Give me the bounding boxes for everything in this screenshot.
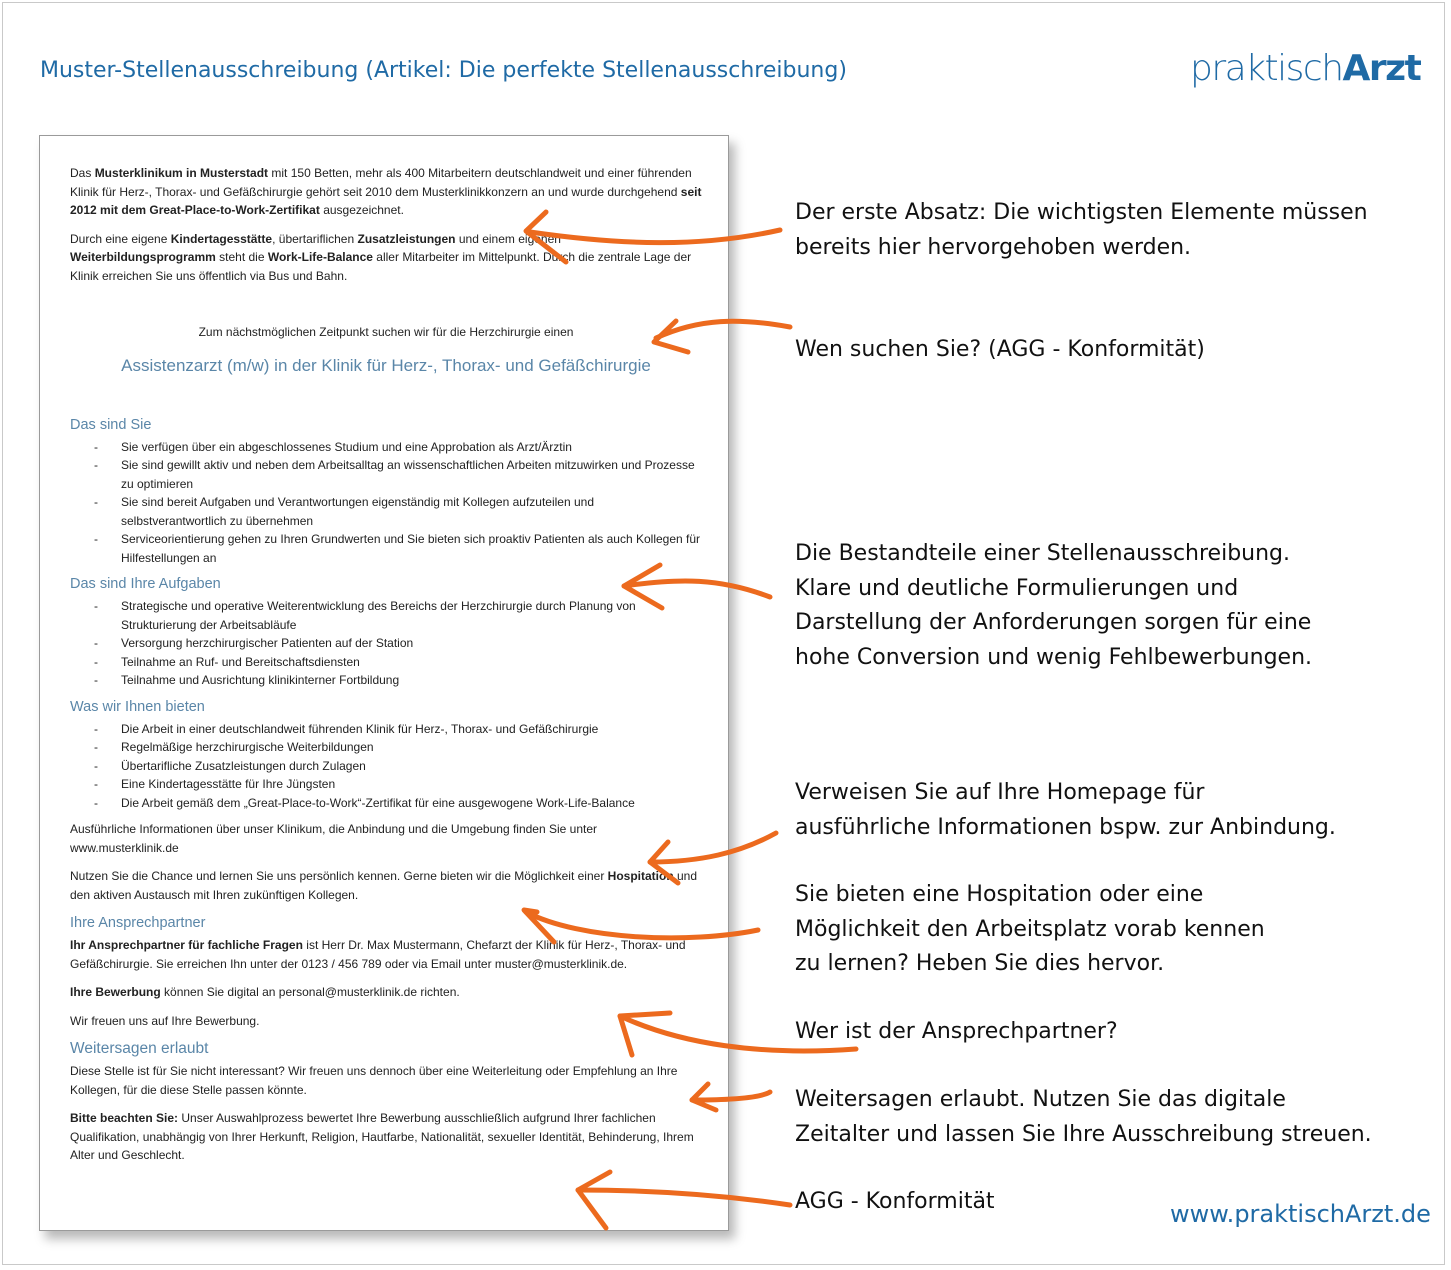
dash-bullet: -	[94, 532, 98, 546]
list-item-text: Regelmäßige herzchirurgische Weiterbildungen	[121, 740, 374, 754]
text: steht die	[215, 250, 268, 264]
dash-bullet: -	[94, 495, 98, 509]
callout-line: bereits hier hervorgehoben werden.	[795, 234, 1192, 260]
arrow-agg	[578, 1172, 790, 1228]
text: mit 150 Betten, mehr als 400 Mitarbeitern deutschlandweit und einer führenden Klinik für Herz-, Thorax- und Gefäßchirurgie gehört seit 2010 dem Musterklinikkonzern an und wurde durchgehend	[70, 166, 692, 199]
dash-bullet: -	[94, 795, 98, 810]
bold-text: Bitte beachten Sie:	[70, 1111, 179, 1125]
text: Das	[70, 166, 95, 180]
dash-bullet: -	[94, 599, 98, 613]
arrow-components	[624, 565, 770, 608]
list-item-text: Sie verfügen über ein abgeschlossenes Studium und eine Approbation als Arzt/Ärztin	[121, 439, 572, 454]
callout-share	[795, 1083, 1372, 1152]
closing-line: Wir freuen uns auf Ihre Bewerbung.	[70, 1013, 260, 1028]
brand-url: www.praktischArzt.de	[1170, 1200, 1431, 1228]
callout-line: ausführliche Informationen bspw. zur Anbindung.	[795, 814, 1336, 840]
callout-line: Die Bestandteile einer Stellenausschreibung.	[795, 541, 1290, 566]
list-item-text: Sie sind gewillt aktiv und neben dem Arbeitsalltag an wissenschaftlichen Arbeiten mitzuwirken und Prozesse zu optimieren	[121, 458, 695, 491]
callout-hospitation	[795, 878, 1265, 982]
callout-first-paragraph	[795, 196, 1368, 265]
list-item-text: Serviceorientierung gehen zu Ihren Grundwerten und Sie bieten sich proaktiv Patienten als auch Kollegen für Hilfestellungen an	[121, 532, 701, 565]
bold-text: Musterklinikum in Musterstadt	[94, 166, 269, 180]
text: ist Herr Dr. Max Mustermann, Chefarzt der Klinik für Herz-, Thorax- und Gefäßchirurgie. Sie erreichen Ihn unter der 0123 / 456 789 oder via Email unter muster@musterklinik.de.	[70, 938, 686, 971]
bold-text: Work-Life-Balance	[267, 250, 373, 264]
list-item-text: Die Arbeit gemäß dem „Great-Place-to-Work“-Zertifikat für eine ausgewogene Work-Life-Balance	[121, 795, 635, 810]
list-item-text: Eine Kindertagesstätte für Ihre Jüngsten	[121, 777, 336, 791]
text: ausgezeichnet.	[319, 203, 404, 217]
arrow-share	[692, 1084, 770, 1110]
callout-components	[795, 537, 1312, 675]
dash-bullet: -	[94, 636, 98, 650]
text: Nutzen Sie die Chance und lernen Sie uns persönlich kennen. Gerne bieten wir die Möglichkeit einer	[70, 869, 608, 883]
list-item-text: Sie sind bereit Aufgaben und Verantwortungen eigenständig mit Kollegen aufzuteilen und selbstverantwortlich zu übernehmen	[121, 495, 595, 528]
callout-line: Möglichkeit den Arbeitsplatz vorab kennen	[795, 916, 1265, 942]
info-paragraph: Ausführliche Informationen über unser Klinikum, die Anbindung und die Umgebung finden Sie unter www.musterklinik.de	[70, 822, 598, 855]
section-heading-contact: Ihre Ansprechpartner	[70, 915, 206, 931]
dash-bullet: -	[94, 777, 98, 791]
section-heading-profile: Das sind Sie	[70, 416, 152, 433]
text: aller Mitarbeiter im Mittelpunkt. Durch die zentrale Lage der Klinik erreichen Sie uns öffentlich via Bus und Bahn.	[70, 250, 692, 283]
dash-bullet: -	[94, 740, 98, 754]
job-title: Assistenzarzt (m/w) in der Klinik für Herz-, Thorax- und Gefäßchirurgie	[121, 355, 651, 375]
bold-text: seit 2012 mit dem Great-Place-to-Work-Zertifikat	[70, 184, 702, 217]
callout-line: AGG - Konformität	[795, 1189, 995, 1214]
dash-bullet: -	[94, 673, 98, 687]
section-heading-share: Weitersagen erlaubt	[70, 1040, 209, 1057]
bold-text: Zusatzleistungen	[357, 231, 456, 246]
bold-text: Weiterbildungsprogramm	[70, 250, 216, 264]
callout-line: Sie bieten eine Hospitation oder eine	[795, 882, 1204, 907]
callout-line: Wer ist der Ansprechpartner?	[795, 1019, 1118, 1044]
bold-text: Ihr Ansprechpartner für fachliche Fragen	[70, 938, 303, 952]
list-item-text: Die Arbeit in einer deutschlandweit führenden Klinik für Herz-, Thorax- und Gefäßchirurgie	[121, 721, 599, 736]
dash-bullet: -	[94, 654, 98, 669]
arrow-homepage	[650, 833, 776, 883]
list-item-text: Übertarifliche Zusatzleistungen durch Zulagen	[121, 758, 366, 773]
page-title: Muster-Stellenausschreibung (Artikel: Die perfekte Stellenausschreibung)	[40, 58, 847, 83]
dash-bullet: -	[94, 721, 98, 736]
text: können Sie digital an personal@musterklinik.de richten.	[160, 985, 460, 999]
dash-bullet: -	[94, 458, 98, 472]
list-item-text: Teilnahme an Ruf- und Bereitschaftsdiensten	[121, 654, 360, 669]
bold-text: Ihre Bewerbung	[70, 985, 161, 999]
callout-line: Verweisen Sie auf Ihre Homepage für	[795, 780, 1205, 805]
dash-bullet: -	[94, 439, 98, 454]
section-heading-offer: Was wir Ihnen bieten	[70, 698, 205, 715]
dash-bullet: -	[94, 758, 98, 773]
bold-text: Hospitation	[607, 869, 674, 883]
callout-line: Der erste Absatz: Die wichtigsten Elemente müssen	[795, 200, 1368, 225]
bold-text: Kindertagesstätte	[170, 231, 273, 246]
callout-line: Weitersagen erlaubt. Nutzen Sie das digitale	[795, 1087, 1286, 1112]
text: Unser Auswahlprozess bewertet Ihre Bewerbung ausschließlich aufgrund Ihrer fachlichen Qualifikation, unabhängig von Ihrer Herkunft, Religion, Hautfarbe, Nationalität, sexueller Identität, Behinderung, Ihrem Alter und Geschlecht.	[70, 1111, 694, 1162]
callout-line: Klare und deutliche Formulierungen und	[795, 575, 1239, 601]
arrow-who-we-seek	[654, 321, 790, 352]
callout-line: hohe Conversion und wenig Fehlbewerbungen.	[795, 644, 1312, 670]
callout-line: Zeitalter und lassen Sie Ihre Ausschreibung streuen.	[795, 1121, 1372, 1147]
callout-who-we-seek	[795, 333, 1205, 368]
text: , übertariflichen	[272, 231, 358, 246]
callout-line: Darstellung der Anforderungen sorgen für eine	[795, 610, 1312, 635]
text: und den aktiven Austausch mit Ihren zukünftigen Kollegen.	[70, 869, 698, 902]
share-paragraph: Diese Stelle ist für Sie nicht interessant? Wir freuen uns dennoch über eine Weiterleitung oder Empfehlung an Ihre Kollegen, für die diese Stelle passen könnte.	[70, 1064, 678, 1097]
callout-line: Wen suchen Sie? (AGG - Konformität)	[795, 337, 1205, 362]
list-item-text: Strategische und operative Weiterentwicklung des Bereichs der Herzchirurgie durch Planung von Strukturierung der Arbeitsabläufe	[121, 599, 636, 632]
callout-contact	[795, 1015, 1118, 1050]
text: Durch eine eigene	[70, 231, 171, 246]
text: und einem eigenen	[455, 231, 561, 246]
logo-text-light: praktisch	[1190, 48, 1343, 89]
list-item-text: Teilnahme und Ausrichtung klinikinterner Fortbildung	[121, 673, 400, 687]
callout-agg	[795, 1185, 995, 1220]
arrow-hospitation	[524, 910, 758, 942]
list-item-text: Versorgung herzchirurgischer Patienten auf der Station	[121, 636, 414, 650]
section-heading-tasks: Das sind Ihre Aufgaben	[70, 576, 221, 592]
logo-text-bold: Arzt	[1342, 48, 1421, 89]
position-intro-line: Zum nächstmöglichen Zeitpunkt suchen wir für die Herzchirurgie einen	[198, 325, 574, 339]
callout-homepage	[795, 776, 1336, 845]
arrow-first-paragraph	[526, 212, 780, 262]
callout-line: zu lernen? Heben Sie dies hervor.	[795, 951, 1165, 976]
